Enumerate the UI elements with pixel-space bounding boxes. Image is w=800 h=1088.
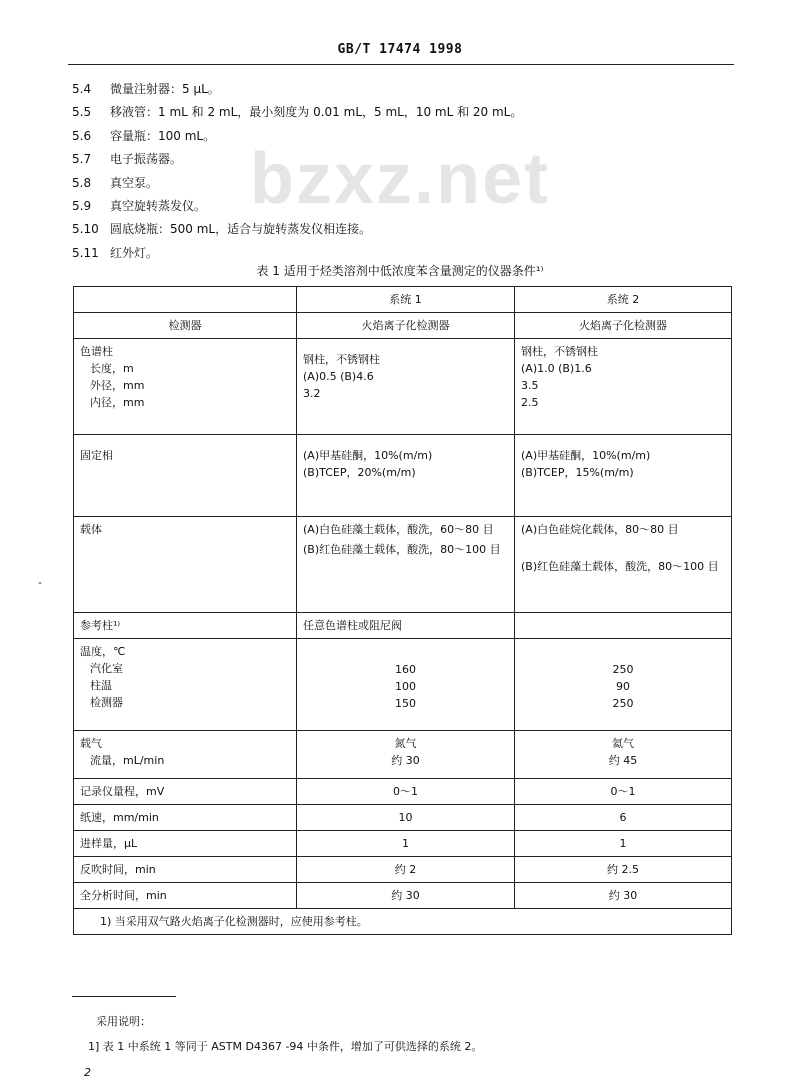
row-label: 色谱柱 [80,345,113,358]
system-2-header: 系统 2 [515,287,732,313]
table-row: 温度，℃ 汽化室 柱温 检测器 160 100 150 250 90 250 [74,639,732,731]
table-row: 参考柱¹⁾ 任意色谱柱或阻尼阀 [74,613,732,639]
row-label: 温度，℃ [80,645,126,658]
table-row: 色谱柱 长度，m 外径，mm 内径，mm 钢柱，不锈钢柱 (A)0.5 (B)4.6 3.2 钢柱，不锈钢柱 (A)1.0 (B)1.6 3.5 2.5 [74,339,732,435]
table-row: 全分析时间，min 约 30 约 30 [74,883,732,909]
table-row: 纸速，mm/min 10 6 [74,805,732,831]
table-row: 载体 (A)白色硅藻土载体，酸洗，60～80 目 (B)红色硅藻土载体，酸洗，80～100 目 (A)白色硅烷化载体，80～80 目 (B)红色硅藻土载体，酸洗，80～100 目 [74,517,732,613]
header-rule [68,64,734,65]
table-row: 固定相 (A)甲基硅酮，10%(m/m) (B)TCEP，20%(m/m) (A)甲基硅酮，10%(m/m) (B)TCEP，15%(m/m) [74,435,732,517]
row-label: 进样量，μL [74,831,297,857]
row-label: 全分析时间，min [74,883,297,909]
table-row: 记录仪量程，mV 0～1 0～1 [74,779,732,805]
list-item: 5.10 圆底烧瓶：500 mL，适合与旋转蒸发仪相连接。 [72,222,372,237]
instrument-conditions-table [73,286,732,935]
watermark: bzxz.net [249,139,551,219]
table-row: 检测器 火焰离子化检测器 火焰离子化检测器 [74,313,732,339]
list-item: 5.5 移液管：1 mL 和 2 mL，最小刻度为 0.01 mL，5 mL，10 mL 和 20 mL。 [72,105,523,120]
row-label: 反吹时间，min [74,857,297,883]
page-number: 2 [84,1066,91,1079]
row-label: 固定相 [74,435,297,517]
list-item: 5.6 容量瓶：100 mL。 [72,128,216,143]
list-item: 5.4 微量注射器：5 μL。 [72,82,220,96]
system-1-header: 系统 1 [297,287,515,313]
row-label: 记录仪量程，mV [74,779,297,805]
row-label: 参考柱¹⁾ [74,613,297,639]
footnote-rule [72,996,176,997]
page-header: GB/T 17474 1998 [337,42,463,57]
list-item: 5.11 红外灯。 [72,245,159,260]
row-label: 载气 [80,737,102,750]
table-row [74,909,732,935]
table-row: 载气 流量，mL/min 氮气 约 30 氦气 约 45 [74,731,732,779]
table-row: 进样量，μL 1 1 [74,831,732,857]
list-item: 5.9 真空旋转蒸发仪。 [72,198,207,213]
margin-mark: - [38,576,42,589]
row-label: 载体 [74,517,297,613]
table-row [74,287,732,313]
footnote-title: 采用说明： [96,1015,151,1028]
table-caption: 表 1 适用于烃类溶剂中低浓度苯含量测定的仪器条件¹⁾ [256,264,544,278]
table-note: 1) 当采用双气路火焰离子化检测器时，应使用参考柱。 [74,909,732,935]
item-list [72,78,732,265]
row-label: 纸速，mm/min [74,805,297,831]
footnote-text: 1] 表 1 中系统 1 等同于 ASTM D4367 -94 中条件，增加了可供选择的系统 2。 [88,1040,483,1053]
row-label: 检测器 [74,313,297,339]
list-item: 5.7 电子振荡器。 [72,152,183,167]
list-item: 5.8 真空泵。 [72,175,159,190]
table-row: 反吹时间，min 约 2 约 2.5 [74,857,732,883]
